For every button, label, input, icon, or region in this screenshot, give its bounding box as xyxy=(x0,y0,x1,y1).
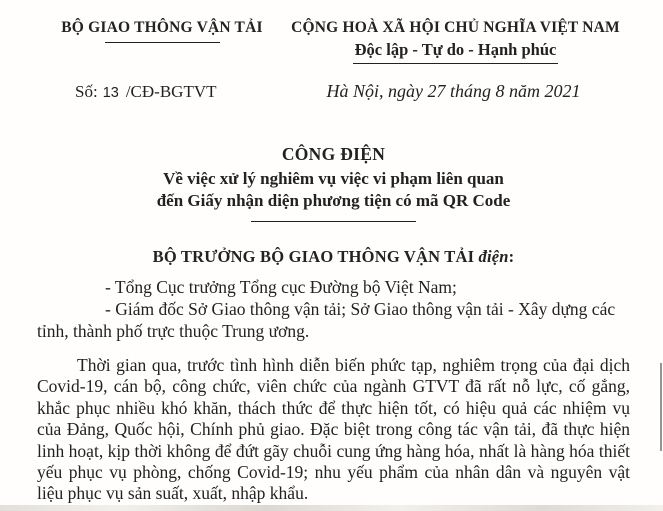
issuing-agency-name: BỘ GIAO THÔNG VẬN TẢI xyxy=(61,19,263,36)
addressing-colon: : xyxy=(508,247,515,266)
document-number-value: 13 xyxy=(102,85,119,101)
issuer-underline xyxy=(105,42,220,43)
title-separator-rule xyxy=(251,221,416,222)
body-paragraph: Thời gian qua, trước tình hình diễn biến phức tạp, nghiêm trọng của đại dịch Covid-19, cán bộ, công chức, viên chức của ngành GTVT đã rất nỗ lực, cố gắng, khắc phục nhiều khó khăn, thách thức để thực hiện tốt, có hiệu quả các nhiệm vụ của Đảng, Quốc hội, Chính phủ giao. Đặc biệt trong công tác vận tải, đã thực hiện linh hoạt, kịp thời không để đứt gãy chuỗi cung ứng hàng hóa, nhất là hàng hóa thiết yếu phục vụ phòng, chống Covid-19; nhu yếu phẩm của nhân dân và nguyên vật liệu phục vụ sản suất, xuất, nhập khẩu. xyxy=(37,355,630,504)
subject-line-2: đến Giấy nhận diện phương tiện có mã QR Code xyxy=(156,191,511,210)
recipient-item: - Giám đốc Sở Giao thông vận tải; Sở Giao thông vận tải - Xây dựng các tỉnh, thành phố trực thuộc Trung ương. xyxy=(37,299,616,341)
title-block xyxy=(37,143,630,222)
scan-edge-artifact xyxy=(660,363,662,451)
scan-bottom-artifact xyxy=(0,505,663,511)
document-header xyxy=(37,18,630,64)
document-type-title: CÔNG ĐIỆN xyxy=(281,144,386,164)
addressing-verb: điện xyxy=(478,247,509,266)
place-and-date: Hà Nội, ngày 27 tháng 8 năm 2021 xyxy=(326,81,581,101)
addressing-heading-text: BỘ TRƯỞNG BỘ GIAO THÔNG VẬN TẢI xyxy=(152,247,479,266)
document-meta-row xyxy=(37,81,630,102)
national-title: CỘNG HOÀ XÃ HỘI CHỦ NGHĨA VIỆT NAM xyxy=(291,19,620,36)
subject-line-1: Về việc xử lý nghiêm vụ việc vi phạm liên quan xyxy=(163,169,504,188)
document-number xyxy=(37,82,287,102)
addressing-heading xyxy=(37,247,630,267)
national-header-block xyxy=(287,18,630,64)
recipient-list xyxy=(37,276,630,342)
national-motto: Độc lập - Tự do - Hạnh phúc xyxy=(353,40,559,64)
document-number-suffix: /CĐ-BGTVT xyxy=(125,82,217,101)
recipient-item: - Tổng Cục trưởng Tổng cục Đường bộ Việt Nam; xyxy=(105,277,457,297)
document-number-label: Số: xyxy=(75,82,98,101)
issuing-agency-block xyxy=(37,18,287,43)
